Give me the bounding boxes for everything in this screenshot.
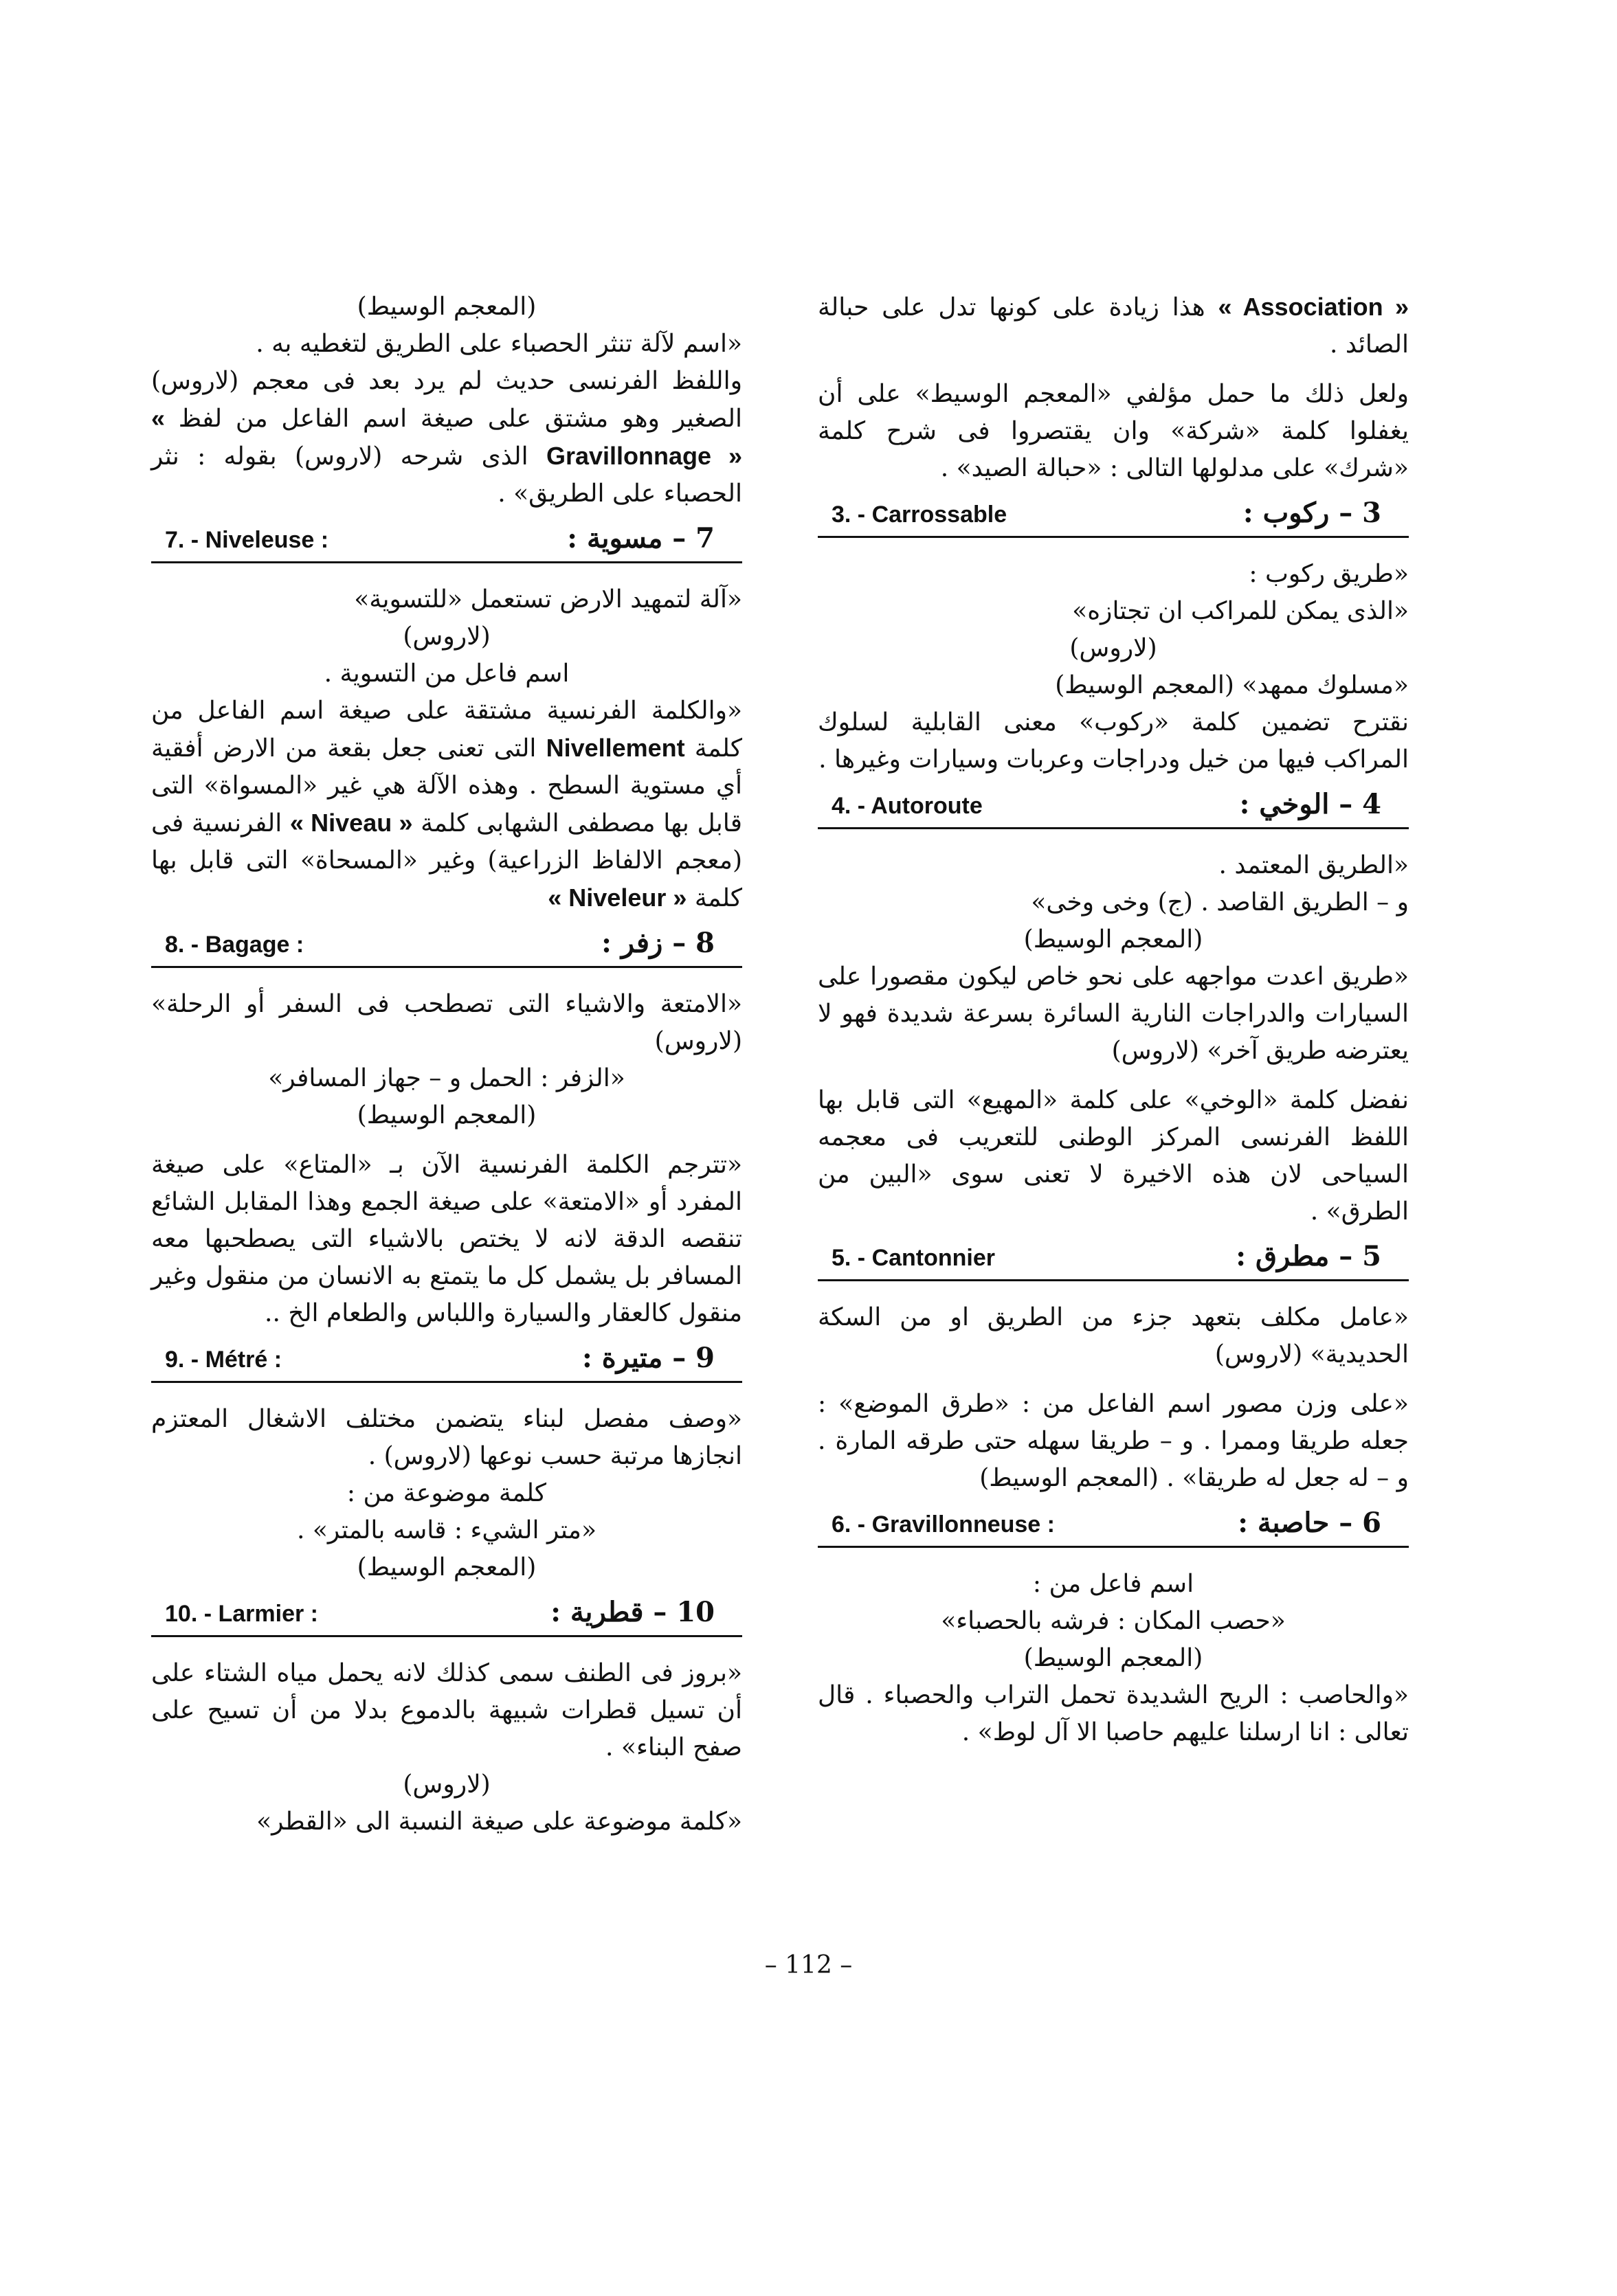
left-column xyxy=(151,289,742,1841)
entry-9-ar: 9 – متيرة : xyxy=(582,1342,715,1374)
term-niveau: « Niveau » xyxy=(289,809,413,837)
entry-3-fr: 3. - Carrossable xyxy=(832,502,1007,528)
entry-8-heading xyxy=(151,927,742,968)
entry-5-quote: «عامل مكلف بتعهد جزء من الطريق او من السكة الحديدية» (لاروس) xyxy=(818,1303,1409,1369)
entry-6-line1: اسم فاعل من : xyxy=(1032,1570,1194,1598)
entry-9-fr: 9. - Métré : xyxy=(165,1347,282,1373)
entry-5-note: «على وزن مصور اسم الفاعل من : «طرق الموضع» : جعله طريقا وممرا . و – طريقا سهله حتى طرقه المارة . و – له جعل له طريقا» . (المعجم الوسيط) xyxy=(818,1390,1409,1492)
term-gravillonnage: « Gravillonnage » xyxy=(151,404,742,470)
entry-6-line2: «حصب المكان : فرشه بالحصباء» xyxy=(941,1607,1286,1635)
entry-9-heading xyxy=(151,1342,742,1383)
entry-7-line1: اسم فاعل من التسوية . xyxy=(324,660,570,688)
entry-7-note-b: التى تعنى جعل بقعة من الارض أفقية أي مستوية السطح . وهذه الآلة هي غير «المسواة» التى قابل بها مصطفى الشهابى كلمة xyxy=(151,734,742,837)
entry-10-ar: 10 – قطرية : xyxy=(550,1596,715,1628)
entry-5-fr: 5. - Cantonnier xyxy=(832,1245,996,1271)
term-association: « Association » xyxy=(1218,293,1409,321)
entry-6-source: (المعجم الوسيط) xyxy=(1023,1644,1203,1672)
entry-4-source: (المعجم الوسيط) xyxy=(1023,925,1203,954)
top-note xyxy=(151,363,742,513)
entry-4-line2: و – الطريق القاصد . (ج) وخى وخى» xyxy=(1031,888,1409,916)
entry-4-note: نفضل كلمة «الوخي» على كلمة «المهيع» التى قابل بها اللفظ الفرنسى المركز الوطنى للتعريب فى معجمه السياحى لان هذه الاخيرة لا تعنى سوى «البين من الطرق» . xyxy=(818,1086,1409,1226)
entry-3-ar: 3 – ركوب : xyxy=(1242,497,1381,529)
entry-10-note: «كلمة موضوعة على صيغة النسبة الى «القطر» xyxy=(256,1808,742,1836)
entry-9-source: (المعجم الوسيط) xyxy=(357,1553,537,1582)
page-number: – 112 – xyxy=(764,1951,853,1979)
entry-3-line3: «مسلوك ممهد» (المعجم الوسيط) xyxy=(1055,671,1409,699)
entry-5-ar: 5 – مطرق : xyxy=(1236,1240,1381,1272)
entry-9-line1: كلمة موضوعة من : xyxy=(346,1479,547,1507)
term-nivellement: Nivellement xyxy=(546,734,685,762)
entry-7-source: (لاروس) xyxy=(403,622,491,651)
entry-10-fr: 10. - Larmier : xyxy=(165,1601,318,1627)
top-source: (المعجم الوسيط) xyxy=(357,293,537,321)
entry-8-source: (المعجم الوسيط) xyxy=(357,1101,537,1129)
entry-6-note: «والحاصب : الريح الشديدة تحمل التراب والحصباء . قال تعالى : انا ارسلنا عليهم حاصبا الا آل لوط» . xyxy=(818,1681,1409,1746)
entry-7-ar: 7 – مسوية : xyxy=(567,522,715,554)
entry-4-heading xyxy=(818,788,1409,829)
entry-4-ar: 4 – الوخي : xyxy=(1239,788,1381,820)
entry-10-heading xyxy=(151,1596,742,1637)
entry-9-quote: «وصف مفصل لبناء يتضمن مختلف الاشغال المعتزم انجازها مرتبة حسب نوعها (لاروس) . xyxy=(151,1405,742,1470)
entry-7-note-a: «والكلمة الفرنسية مشتقة على صيغة اسم الفاعل من كلمة xyxy=(151,697,742,763)
entry-6-heading xyxy=(818,1507,1409,1548)
entry-7-note-c: الفرنسية فى (معجم الالفاظ الزراعية) وغير «المسحاة» التى قابل بها كلمة xyxy=(151,809,743,912)
entry-8-ar: 8 – زفر : xyxy=(601,927,715,959)
entry-10-quote: «بروز فى الطنف سمى كذلك لانه يحمل مياه الشتاء على أن تسيل قطرات شبيهة بالدموع بدلا من أن تسيح على صفح البناء» . xyxy=(151,1659,742,1762)
entry-7-heading xyxy=(151,522,742,563)
entry-8-fr: 8. - Bagage : xyxy=(165,932,304,958)
entry-3-heading xyxy=(818,497,1409,538)
entry-8-note: «تترجم الكلمة الفرنسية الآن بـ «المتاع» على صيغة المفرد أو «الامتعة» على صيغة الجمع وهذا المقابل الشائع تنقصه الدقة لانه لا يختص بالاشياء التى يصطحبها معه المسافر بل يشمل كل ما يتمتع به الانسان من منقول وغير منقول كالعقار والسيارة واللباس والطعام الخ .. xyxy=(151,1151,742,1327)
top-note-b: الذى شرحه (لاروس) بقوله : نثر الحصباء على الطريق» . xyxy=(151,442,742,508)
entry-5-heading xyxy=(818,1240,1409,1281)
right-column xyxy=(818,289,1409,1751)
entry-10-source: (لاروس) xyxy=(403,1770,491,1799)
entry-4-quote: «طريق اعدت مواجهه على نحو خاص ليكون مقصورا على السيارات والدراجات النارية السائرة بسرعة شديدة فهو لا يعترضه طريق آخر» (لاروس) xyxy=(818,963,1409,1065)
top-quote: «اسم لآلة تنثر الحصباء على الطريق لتغطيه به . xyxy=(256,330,742,358)
entry-3-source: (لاروس) xyxy=(1069,634,1157,662)
term-niveleur: « Niveleur » xyxy=(548,883,687,912)
top-note-a: واللفظ الفرنسى حديث لم يرد بعد فى معجم (لاروس) الصغير وهو مشتق على صيغة اسم الفاعل من لفظ xyxy=(151,367,742,433)
entry-9-line2: «متر الشيء : قاسه بالمتر» . xyxy=(296,1516,596,1544)
entry-3-line2: «الذى يمكن للمراكب ان تجتازه» xyxy=(1072,597,1409,625)
entry-3-line1: «طريق ركوب : xyxy=(1249,560,1409,588)
entry-4-fr: 4. - Autoroute xyxy=(832,793,983,819)
intro-text: هذا زيادة على كونها تدل على حبالة الصائد . xyxy=(818,293,1409,359)
entry-3-note: نقترح تضمين كلمة «ركوب» معنى القابلية لسلوك المراكب فيها من خيل ودراجات وعربات وسيارات وغيرها . xyxy=(818,708,1409,774)
entry-8-line1: «الزفر : الحمل و – جهاز المسافر» xyxy=(268,1064,625,1092)
entry-7-note xyxy=(151,693,742,917)
entry-6-ar: 6 – حاصبة : xyxy=(1238,1507,1381,1539)
entry-8-quote: «الامتعة والاشياء التى تصطحب فى السفر أو الرحلة» (لاروس) xyxy=(151,990,742,1055)
intro-paragraph xyxy=(818,289,1409,363)
entry-7-quote: «آلة لتمهيد الارض تستعمل «للتسوية» xyxy=(354,585,742,614)
intro-paragraph-2: ولعل ذلك ما حمل مؤلفي «المعجم الوسيط» على أن يغفلوا كلمة «شركة» وان يقتصروا فى شرح كلمة «شرك» على مدلولها التالى : «حبالة الصيد» . xyxy=(818,380,1409,482)
entry-7-fr: 7. - Niveleuse : xyxy=(165,527,329,553)
entry-4-line1: «الطريق المعتمد . xyxy=(1218,851,1409,879)
entry-6-fr: 6. - Gravillonneuse : xyxy=(832,1511,1055,1538)
